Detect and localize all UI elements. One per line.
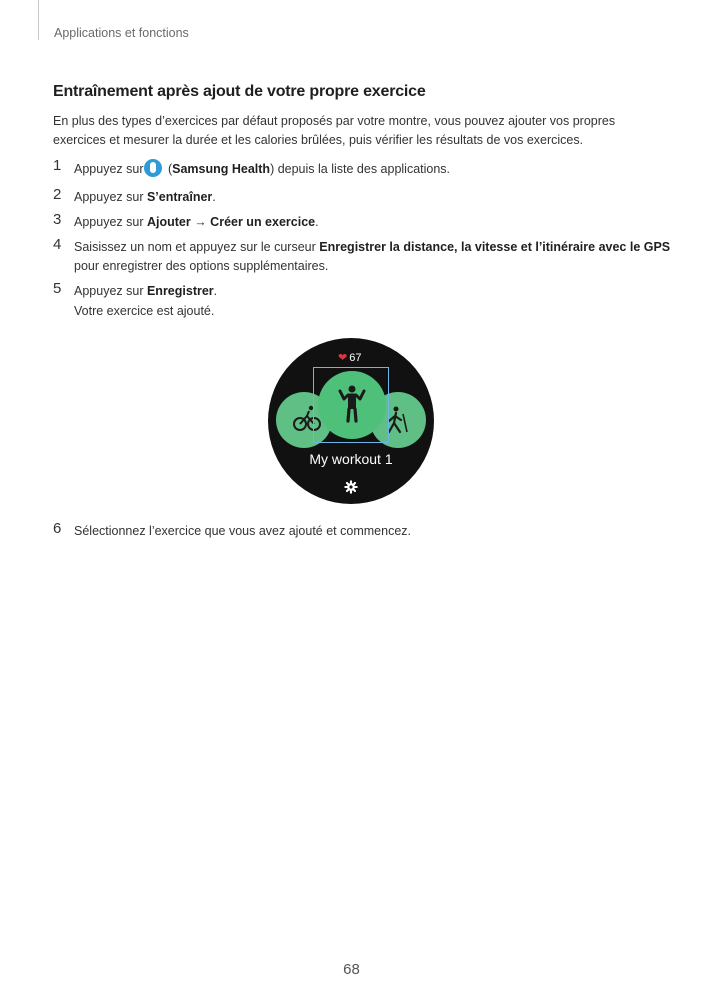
step-number: 3 <box>53 211 62 228</box>
heart-rate-value: 67 <box>349 352 362 364</box>
menu-label: S’entraîner <box>146 190 213 204</box>
intro-line: En plus des types d’exercices par défaut proposés par votre montre, vous pouvez ajouter vos propres <box>53 114 616 128</box>
button-label: Enregistrer <box>146 284 214 298</box>
step-text: Appuyez sur (Samsung Health) depuis la liste des applications. <box>74 159 450 178</box>
settings-gear-icon[interactable] <box>344 480 358 494</box>
setting-label: Enregistrer la distance, la vitesse et l’itinéraire avec le GPS <box>319 240 671 254</box>
arrow-icon: → <box>190 215 211 229</box>
margin-rule <box>38 0 39 40</box>
page-number: 68 <box>343 961 360 978</box>
intro-paragraph <box>53 112 653 150</box>
step-text-line2: Votre exercice est ajouté. <box>74 304 215 318</box>
step-text: Appuyez sur S’entraîner. <box>74 190 216 204</box>
step-text-line2: pour enregistrer des options supplémentaires. <box>74 259 329 273</box>
workout-item-selected[interactable] <box>318 371 386 439</box>
running-header: Applications et fonctions <box>54 26 189 40</box>
intro-line: exercices et mesurer la durée et les calories brûlées, puis vérifier les résultats de vos exercices. <box>53 133 584 147</box>
app-name: Samsung Health <box>172 162 271 176</box>
heart-rate-indicator <box>338 351 361 364</box>
step-number: 2 <box>53 186 62 203</box>
workout-name: My workout 1 <box>309 451 393 467</box>
step-number: 6 <box>53 520 62 537</box>
heart-icon: ❤ <box>338 352 348 364</box>
step-number: 5 <box>53 280 62 297</box>
step-text: Appuyez sur Enregistrer. <box>74 284 218 298</box>
step-text: Saisissez un nom et appuyez sur le curseur Enregistrer la distance, la vitesse et l’itinéraire avec le GPS <box>74 240 671 254</box>
step-text: Appuyez sur Ajouter → Créer un exercice. <box>74 215 319 229</box>
step-text: Sélectionnez l’exercice que vous avez ajouté et commencez. <box>74 524 411 538</box>
menu-label: Ajouter <box>146 215 191 229</box>
step-number: 1 <box>53 157 62 174</box>
menu-label: Créer un exercice <box>210 215 316 229</box>
strength-workout-icon <box>318 371 386 439</box>
watch-screen <box>268 338 434 504</box>
step-number: 4 <box>53 236 62 253</box>
section-title: Entraînement après ajout de votre propre exercice <box>53 83 426 100</box>
samsung-health-app-icon <box>144 159 162 177</box>
